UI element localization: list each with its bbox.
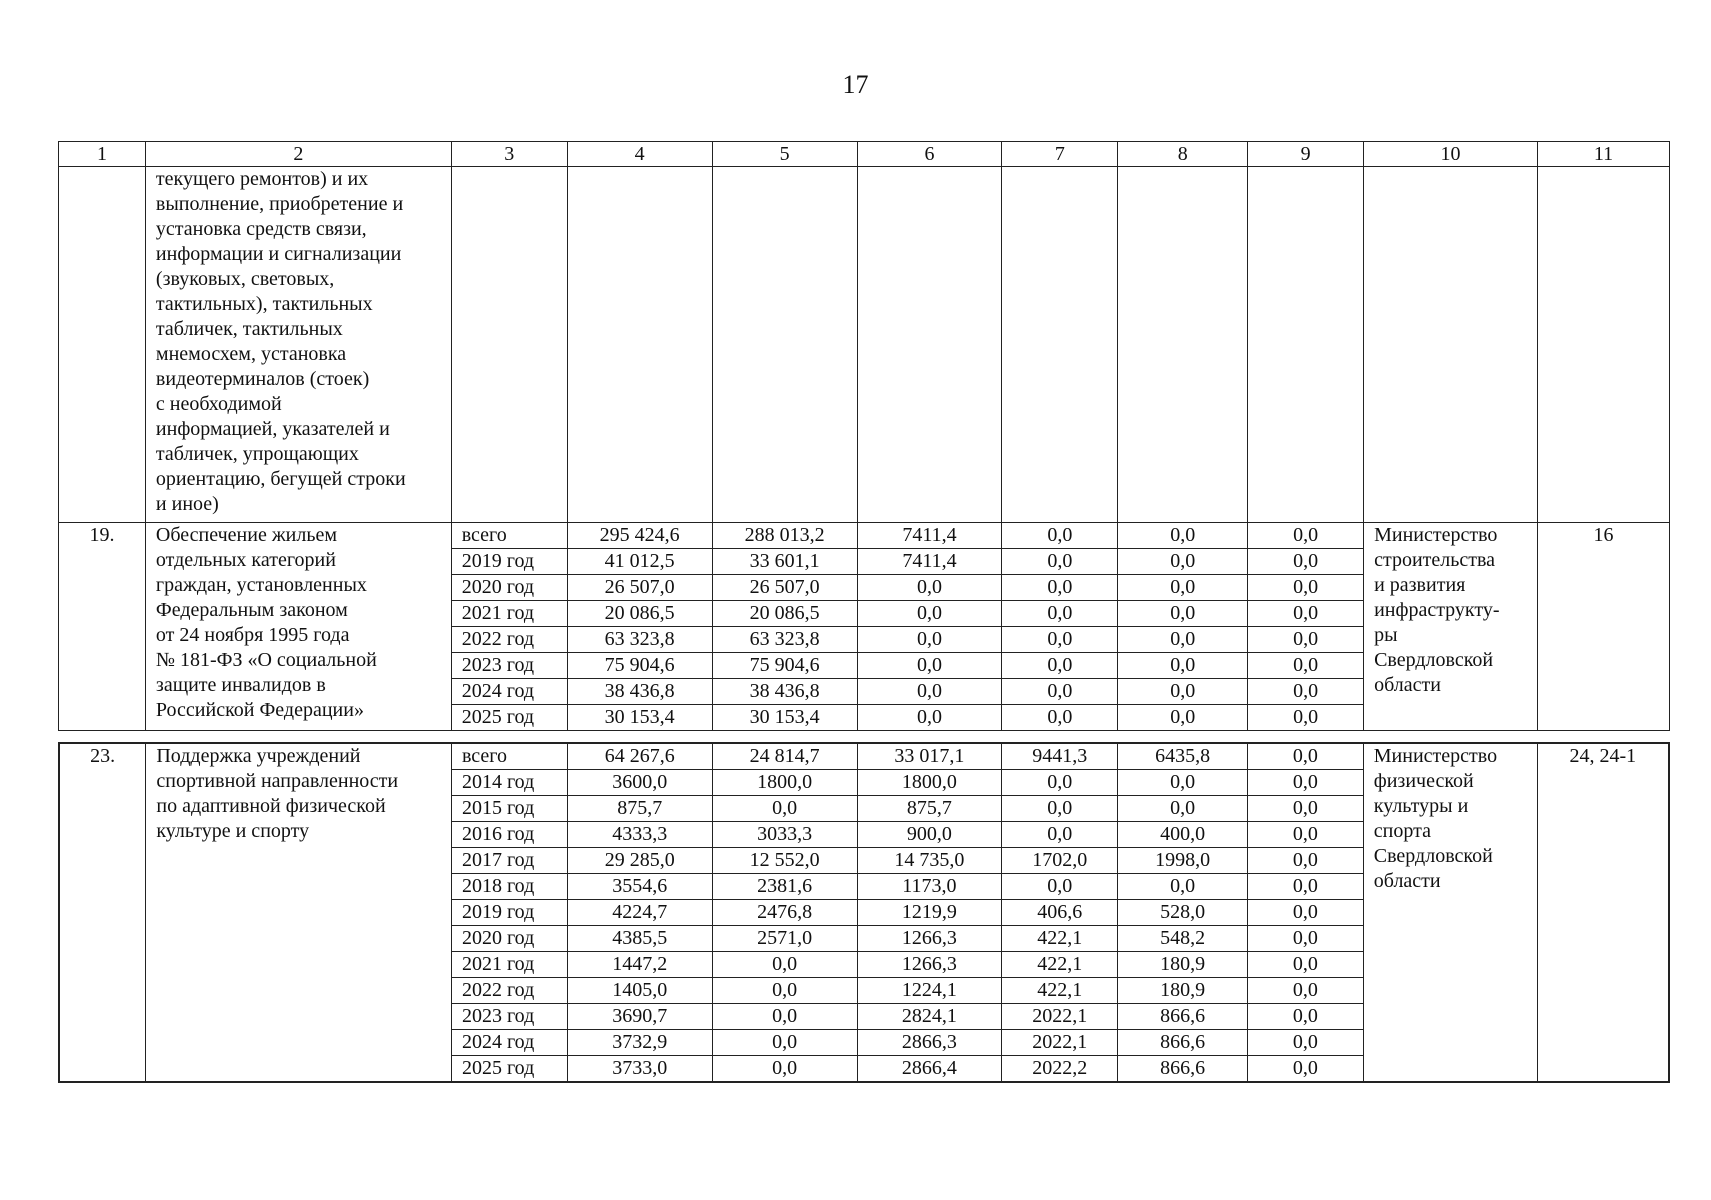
funding-value: 2824,1	[857, 1004, 1002, 1030]
funding-value: 0,0	[857, 653, 1002, 679]
funding-value: 1998,0	[1118, 848, 1248, 874]
year-label: 2018 год	[451, 874, 567, 900]
funding-value: 0,0	[1002, 523, 1118, 549]
funding-value: 0,0	[1248, 601, 1364, 627]
funding-value: 295 424,6	[567, 523, 712, 549]
column-header: 2	[145, 142, 451, 167]
funding-value: 0,0	[1118, 523, 1248, 549]
funding-value: 0,0	[1247, 978, 1363, 1004]
funding-value: 0,0	[712, 978, 857, 1004]
funding-value: 0,0	[1118, 679, 1248, 705]
funding-value: 0,0	[1248, 549, 1364, 575]
page-number: 17	[842, 70, 869, 99]
column-header: 10	[1364, 142, 1538, 167]
funding-value: 6435,8	[1118, 743, 1248, 770]
year-label: 2020 год	[451, 575, 567, 601]
funding-value: 3600,0	[567, 770, 712, 796]
program-table-part-1	[58, 141, 1670, 731]
funding-value: 0,0	[1002, 796, 1118, 822]
year-label: 2014 год	[451, 770, 567, 796]
funding-value: 1224,1	[857, 978, 1002, 1004]
year-label: 2023 год	[451, 1004, 567, 1030]
funding-value: 0,0	[857, 627, 1002, 653]
funding-value: 0,0	[1247, 1056, 1363, 1083]
responsible-organization: Министерство физической культуры и спорта Свердловской области	[1363, 743, 1537, 1082]
funding-value: 1447,2	[567, 952, 712, 978]
year-label: 2016 год	[451, 822, 567, 848]
funding-value: 0,0	[1247, 743, 1363, 770]
funding-value: 24 814,7	[712, 743, 857, 770]
funding-value: 0,0	[1247, 1004, 1363, 1030]
funding-value: 1405,0	[567, 978, 712, 1004]
funding-value: 0,0	[1247, 796, 1363, 822]
funding-value: 3732,9	[567, 1030, 712, 1056]
funding-value: 0,0	[1248, 575, 1364, 601]
funding-value: 0,0	[1002, 549, 1118, 575]
funding-value: 1702,0	[1002, 848, 1118, 874]
funding-value: 288 013,2	[712, 523, 857, 549]
funding-value: 1266,3	[857, 926, 1002, 952]
funding-value: 0,0	[1002, 822, 1118, 848]
item-number: 23.	[59, 743, 146, 1082]
funding-value: 75 904,6	[712, 653, 857, 679]
funding-value: 0,0	[1002, 575, 1118, 601]
column-header: 5	[712, 142, 857, 167]
column-header: 11	[1538, 142, 1670, 167]
target-reference: 16	[1538, 523, 1670, 731]
funding-value: 866,6	[1118, 1056, 1248, 1083]
funding-value: 0,0	[1247, 770, 1363, 796]
funding-value: 1266,3	[857, 952, 1002, 978]
funding-value: 0,0	[712, 1030, 857, 1056]
funding-value: 0,0	[1002, 601, 1118, 627]
year-row	[59, 523, 1670, 549]
funding-value: 1219,9	[857, 900, 1002, 926]
funding-value: 2381,6	[712, 874, 857, 900]
funding-value: 0,0	[857, 575, 1002, 601]
item-number: 19.	[59, 523, 146, 731]
funding-value: 7411,4	[857, 523, 1002, 549]
year-label: 2015 год	[451, 796, 567, 822]
column-number-row	[59, 142, 1670, 167]
funding-value: 26 507,0	[712, 575, 857, 601]
funding-value: 7411,4	[857, 549, 1002, 575]
funding-value: 0,0	[712, 1004, 857, 1030]
funding-value: 0,0	[1002, 679, 1118, 705]
funding-value: 0,0	[1248, 679, 1364, 705]
funding-value: 1173,0	[857, 874, 1002, 900]
column-header: 3	[451, 142, 567, 167]
funding-value: 400,0	[1118, 822, 1248, 848]
funding-value: 14 735,0	[857, 848, 1002, 874]
year-label: 2019 год	[451, 549, 567, 575]
funding-value: 38 436,8	[712, 679, 857, 705]
funding-value: 12 552,0	[712, 848, 857, 874]
row-23	[59, 743, 1669, 1082]
funding-value: 2866,3	[857, 1030, 1002, 1056]
funding-value: 0,0	[1118, 627, 1248, 653]
funding-value: 422,1	[1002, 926, 1118, 952]
funding-value: 548,2	[1118, 926, 1248, 952]
year-label: 2025 год	[451, 1056, 567, 1083]
funding-value: 0,0	[1002, 770, 1118, 796]
funding-value: 0,0	[1248, 705, 1364, 731]
year-row	[59, 743, 1669, 770]
funding-value: 0,0	[1247, 900, 1363, 926]
funding-value: 9441,3	[1002, 743, 1118, 770]
funding-value: 2866,4	[857, 1056, 1002, 1083]
funding-value: 0,0	[1118, 770, 1248, 796]
funding-value: 33 601,1	[712, 549, 857, 575]
target-reference: 24, 24-1	[1537, 743, 1669, 1082]
continued-row	[59, 167, 1670, 523]
funding-value: 3733,0	[567, 1056, 712, 1083]
funding-value: 0,0	[1247, 926, 1363, 952]
column-header: 6	[857, 142, 1002, 167]
year-label: всего	[451, 523, 567, 549]
year-label: 2022 год	[451, 978, 567, 1004]
funding-value: 0,0	[1248, 653, 1364, 679]
year-label: 2024 год	[451, 679, 567, 705]
funding-value: 875,7	[857, 796, 1002, 822]
item-description: Поддержка учреждений спортивной направленности по адаптивной физической культуре и спорту	[146, 743, 452, 1082]
funding-value: 30 153,4	[712, 705, 857, 731]
funding-value: 0,0	[712, 952, 857, 978]
funding-value: 4385,5	[567, 926, 712, 952]
funding-value: 866,6	[1118, 1004, 1248, 1030]
funding-value: 0,0	[1118, 575, 1248, 601]
funding-value: 26 507,0	[567, 575, 712, 601]
funding-value: 180,9	[1118, 952, 1248, 978]
funding-value: 0,0	[1118, 874, 1248, 900]
funding-value: 1800,0	[857, 770, 1002, 796]
funding-value: 64 267,6	[567, 743, 712, 770]
year-label: 2020 год	[451, 926, 567, 952]
funding-value: 0,0	[1247, 848, 1363, 874]
row-19	[59, 523, 1670, 731]
funding-value: 30 153,4	[567, 705, 712, 731]
funding-value: 0,0	[857, 679, 1002, 705]
funding-value: 0,0	[1247, 1030, 1363, 1056]
continued-row-description: текущего ремонтов) и их выполнение, приобретение и установка средств связи, информации и сигнализации (звуковых, световых, тактильных), тактильных табличек, тактильных мнемосхем, установка видеотерминалов (стоек) с необходимой информацией, указателей и табличек, упрощающих ориентацию, бегущей строки и иное)	[145, 167, 451, 523]
funding-value: 4224,7	[567, 900, 712, 926]
funding-value: 422,1	[1002, 952, 1118, 978]
funding-value: 20 086,5	[712, 601, 857, 627]
funding-value: 866,6	[1118, 1030, 1248, 1056]
funding-value: 2022,1	[1002, 1004, 1118, 1030]
year-label: всего	[451, 743, 567, 770]
funding-value: 0,0	[1002, 653, 1118, 679]
funding-value: 29 285,0	[567, 848, 712, 874]
funding-value: 41 012,5	[567, 549, 712, 575]
funding-value: 0,0	[1247, 822, 1363, 848]
column-header: 1	[59, 142, 146, 167]
funding-value: 63 323,8	[567, 627, 712, 653]
year-label: 2019 год	[451, 900, 567, 926]
funding-value: 0,0	[1118, 653, 1248, 679]
funding-value: 0,0	[1118, 549, 1248, 575]
year-label: 2024 год	[451, 1030, 567, 1056]
funding-value: 0,0	[712, 796, 857, 822]
funding-value: 2022,2	[1002, 1056, 1118, 1083]
funding-value: 0,0	[1002, 627, 1118, 653]
funding-value: 3554,6	[567, 874, 712, 900]
column-header: 8	[1118, 142, 1248, 167]
year-label: 2023 год	[451, 653, 567, 679]
funding-value: 875,7	[567, 796, 712, 822]
year-label: 2022 год	[451, 627, 567, 653]
funding-value: 0,0	[1118, 796, 1248, 822]
funding-value: 3033,3	[712, 822, 857, 848]
column-header: 7	[1002, 142, 1118, 167]
funding-value: 4333,3	[567, 822, 712, 848]
item-description: Обеспечение жильем отдельных категорий граждан, установленных Федеральным законом от 24 ноября 1995 года № 181-ФЗ «О социальной защите инвалидов в Российской Федерации»	[145, 523, 451, 731]
funding-value: 20 086,5	[567, 601, 712, 627]
program-table-part-2	[58, 742, 1670, 1083]
year-label: 2025 год	[451, 705, 567, 731]
funding-value: 75 904,6	[567, 653, 712, 679]
funding-value: 0,0	[857, 705, 1002, 731]
funding-value: 2571,0	[712, 926, 857, 952]
responsible-organization: Министерство строительства и развития инфраструкту- ры Свердловской области	[1364, 523, 1538, 731]
funding-value: 422,1	[1002, 978, 1118, 1004]
year-label: 2017 год	[451, 848, 567, 874]
funding-value: 2022,1	[1002, 1030, 1118, 1056]
funding-value: 0,0	[1118, 601, 1248, 627]
funding-value: 180,9	[1118, 978, 1248, 1004]
year-label: 2021 год	[451, 601, 567, 627]
funding-value: 63 323,8	[712, 627, 857, 653]
column-header: 9	[1248, 142, 1364, 167]
funding-value: 0,0	[1248, 523, 1364, 549]
funding-value: 0,0	[1248, 627, 1364, 653]
funding-value: 33 017,1	[857, 743, 1002, 770]
funding-value: 2476,8	[712, 900, 857, 926]
funding-value: 0,0	[1118, 705, 1248, 731]
funding-value: 3690,7	[567, 1004, 712, 1030]
funding-value: 0,0	[712, 1056, 857, 1083]
funding-value: 528,0	[1118, 900, 1248, 926]
column-header: 4	[567, 142, 712, 167]
funding-value: 0,0	[1002, 705, 1118, 731]
funding-value: 0,0	[1247, 874, 1363, 900]
funding-value: 0,0	[1002, 874, 1118, 900]
funding-value: 900,0	[857, 822, 1002, 848]
funding-value: 1800,0	[712, 770, 857, 796]
funding-value: 406,6	[1002, 900, 1118, 926]
year-label: 2021 год	[451, 952, 567, 978]
funding-value: 38 436,8	[567, 679, 712, 705]
funding-value: 0,0	[857, 601, 1002, 627]
funding-value: 0,0	[1247, 952, 1363, 978]
